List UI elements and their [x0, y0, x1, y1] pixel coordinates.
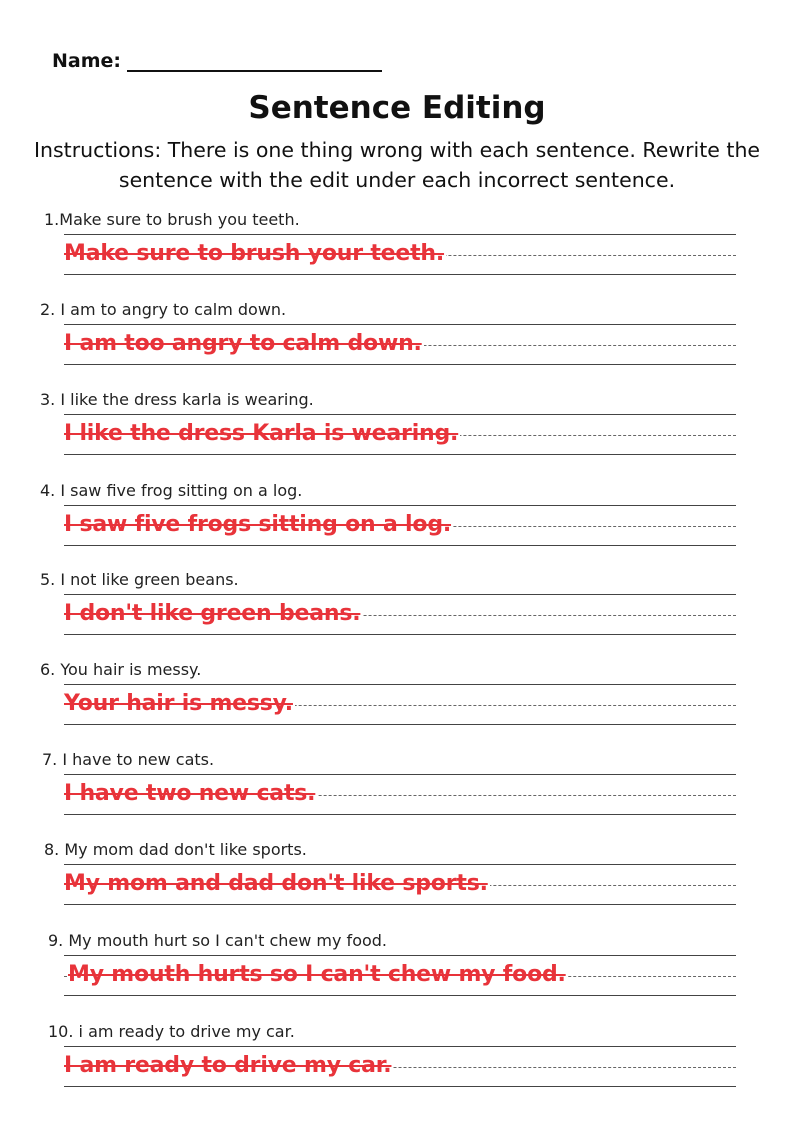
sentence-item: [0, 840, 794, 930]
writing-line-top: [64, 414, 736, 415]
question-text: 10. i am ready to drive my car.: [48, 1022, 295, 1041]
question-text: 5. I not like green beans.: [40, 570, 239, 589]
question-text: 9. My mouth hurt so I can't chew my food.: [48, 931, 388, 950]
name-blank-line[interactable]: [127, 50, 382, 72]
writing-line-top: [64, 774, 736, 775]
writing-line-top: [64, 324, 736, 325]
writing-line-bottom: [64, 724, 736, 725]
writing-line-top: [64, 684, 736, 685]
sentence-item: [0, 1022, 794, 1112]
name-label: Name:: [52, 50, 122, 72]
answer-text[interactable]: I don't like green beans.: [64, 601, 361, 626]
answer-text[interactable]: I have two new cats.: [64, 781, 316, 806]
answer-text[interactable]: I am ready to drive my car.: [64, 1053, 392, 1078]
answer-text[interactable]: Make sure to brush your teeth.: [64, 241, 445, 266]
instructions: Instructions: There is one thing wrong with each sentence. Rewrite the sentence with the edit under each incorrect sentence.: [33, 138, 761, 192]
sentence-item: [0, 390, 794, 480]
page-title: Sentence Editing: [248, 90, 546, 126]
answer-text[interactable]: I saw five frogs sitting on a log.: [64, 512, 452, 537]
writing-line-top: [64, 234, 736, 235]
sentence-item: [0, 660, 794, 750]
writing-line-bottom: [64, 995, 736, 996]
answer-text[interactable]: I am too angry to calm down.: [64, 331, 422, 356]
sentence-item: [0, 210, 794, 300]
answer-text[interactable]: I like the dress Karla is wearing.: [64, 421, 459, 446]
sentence-item: [0, 750, 794, 840]
writing-line-bottom: [64, 454, 736, 455]
writing-line-bottom: [64, 634, 736, 635]
question-text: 2. I am to angry to calm down.: [40, 300, 287, 319]
question-text: 6. You hair is messy.: [40, 660, 202, 679]
question-text: 1.Make sure to brush you teeth.: [44, 210, 300, 229]
name-row: [52, 50, 382, 72]
sentence-item: [0, 570, 794, 660]
question-text: 7. I have to new cats.: [42, 750, 215, 769]
writing-line-top: [64, 955, 736, 956]
question-text: 8. My mom dad don't like sports.: [44, 840, 307, 859]
writing-line-top: [64, 594, 736, 595]
writing-line-bottom: [64, 364, 736, 365]
writing-line-bottom: [64, 904, 736, 905]
writing-line-top: [64, 864, 736, 865]
writing-line-bottom: [64, 814, 736, 815]
writing-line-top: [64, 1046, 736, 1047]
writing-line-top: [64, 505, 736, 506]
sentence-item: [0, 931, 794, 1021]
sentence-item: [0, 300, 794, 390]
writing-line-bottom: [64, 1086, 736, 1087]
question-text: 3. I like the dress karla is wearing.: [40, 390, 314, 409]
writing-line-bottom: [64, 274, 736, 275]
sentence-item: [0, 481, 794, 571]
writing-line-bottom: [64, 545, 736, 546]
answer-text[interactable]: Your hair is messy.: [64, 691, 293, 716]
question-text: 4. I saw five frog sitting on a log.: [40, 481, 303, 500]
answer-text[interactable]: My mom and dad don't like sports.: [64, 871, 488, 896]
answer-text[interactable]: My mouth hurts so I can't chew my food.: [68, 962, 566, 987]
